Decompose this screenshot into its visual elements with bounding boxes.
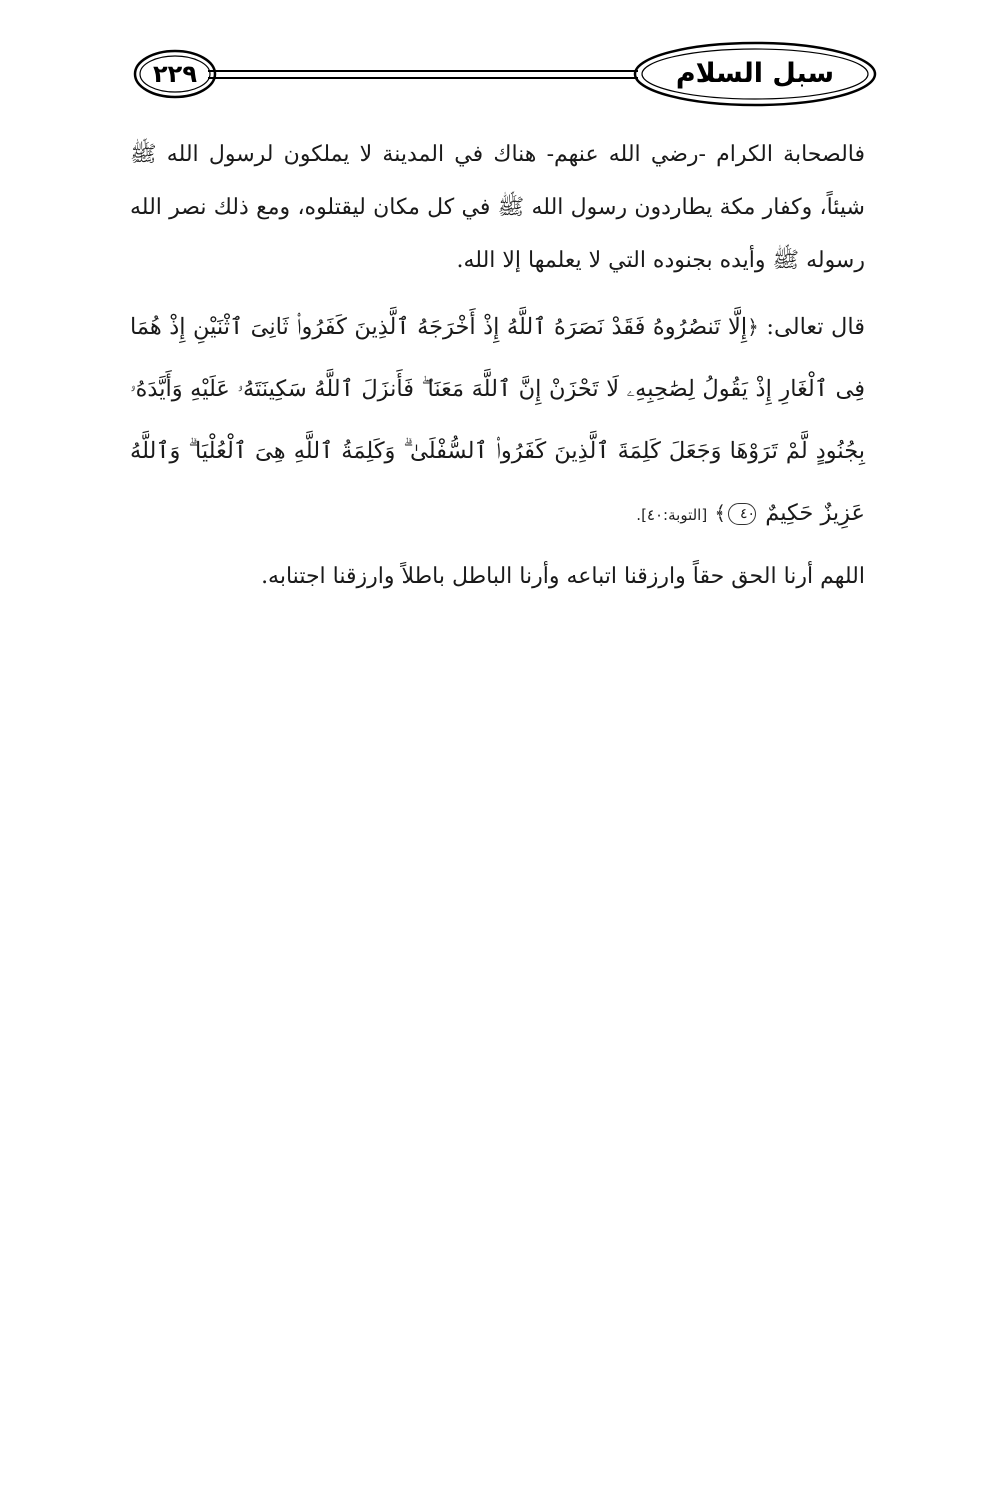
quote-lead: قال تعالى:	[766, 314, 866, 340]
intro-paragraph: فالصحابة الكرام -رضي الله عنهم- هناك في المدينة لا يملكون لرسول الله ﷺ شيئاً، وكفار مكة يطاردون رسول الله ﷺ في كل مكان ليقتلوه، ومع ذلك نصر الله رسوله ﷺ وأيده بجنوده التي لا يعلمها إلا الله.	[130, 142, 865, 273]
verse-citation: [التوبة:٤٠].	[636, 506, 708, 524]
page-number: ٢٢٩	[153, 60, 197, 88]
quran-quote-paragraph	[130, 296, 865, 546]
quran-verse: إِلَّا تَنصُرُوهُ فَقَدْ نَصَرَهُ ٱللَّهُ إِذْ أَخْرَجَهُ ٱلَّذِينَ كَفَرُوا۟ ثَانِىَ ٱثْنَيْنِ إِذْ هُمَا فِى ٱلْغَارِ إِذْ يَقُولُ لِصَٰحِبِهِۦ لَا تَحْزَنْ إِنَّ ٱللَّهَ مَعَنَا ۖ فَأَنزَلَ ٱللَّهُ سَكِينَتَهُۥ عَلَيْهِ وَأَيَّدَهُۥ بِجُنُودٍ لَّمْ تَرَوْهَا وَجَعَلَ كَلِمَةَ ٱلَّذِينَ كَفَرُوا۟ ٱلسُّفْلَىٰ ۗ وَكَلِمَةُ ٱللَّهِ هِىَ ٱلْعُلْيَا ۗ وَٱللَّهُ عَزِيزٌ حَكِيمٌ	[130, 314, 865, 526]
running-header	[130, 40, 878, 110]
prayer-paragraph: اللهم أرنا الحق حقاً وارزقنا اتباعه وأرنا الباطل باطلاً وارزقنا اجتنابه.	[261, 564, 865, 589]
ornate-bracket-open: ﴿	[747, 315, 759, 339]
verse-number-marker: ٤٠	[728, 503, 756, 525]
ornate-bracket-close: ﴾	[714, 501, 727, 525]
running-title: سبل السلام	[675, 58, 835, 89]
